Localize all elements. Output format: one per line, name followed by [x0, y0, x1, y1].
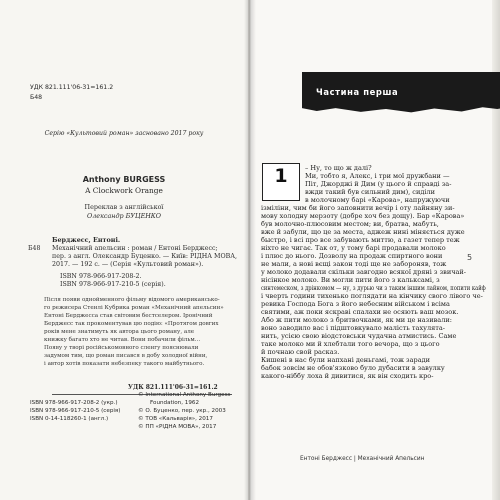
body-line: вжди такий був сильний дим), сиділи — [305, 188, 435, 196]
copyright-line: © International Anthony Burgess — [138, 392, 231, 398]
catalog-line: Механічний апельсин : роман / Ентоні Берджесс; — [52, 245, 218, 252]
catalog-line: 2017. — 192 с. — (Серія «Культовий роман»). — [52, 261, 204, 268]
copyright-line: Foundation, 1962 — [150, 400, 200, 406]
copyright-line: © О. Буценко, пер. укр., 2003 — [138, 408, 226, 414]
isbn-line: ISBN 978-966-917-208-2 (укр.) — [30, 400, 118, 406]
annotation-line: і автор хотів показати небезпеку такого майбутнього. — [44, 361, 205, 367]
part-title: Частина перша — [316, 87, 399, 97]
body-line: нить, усією свою віодстовськи чудачна атмистись. Саме — [261, 332, 457, 340]
body-line: – Ну, то що ж далі? — [305, 164, 372, 172]
body-line: і плюс до нього. Дозволу на продаж спиртного вони — [261, 252, 443, 260]
author-english: Anthony BURGESS — [82, 175, 166, 184]
body-line: Кишені в нас були напхані деньгамі, тож заради — [261, 356, 431, 364]
book-gutter — [244, 0, 256, 500]
body-line: в молочному барі «Карова», напружуючи — [305, 196, 450, 204]
body-line: синтемеском, з дрінкомом — ну, з дурью чи з таким іншим лайном, попити кайф — [261, 284, 486, 292]
body-line: ревика Господа Бога з його небесним військом і всіма — [261, 300, 450, 308]
body-line: Або ж пити молоко з бритвочками, як ми це називали: — [261, 316, 452, 324]
catalog-line: пер. з англ. Олександр Буценко. — Київ: РІДНА МОВА, — [52, 253, 238, 260]
left-page-imprint — [0, 0, 248, 500]
title-english: A Clockwork Orange — [85, 186, 163, 195]
annotation-line: задумом тим, що роман писався в добу холодної війни, — [44, 353, 208, 359]
body-line: мову холодну мерзоту (добре хоч без дощу). Бар «Карова» — [261, 212, 465, 220]
annotation-line: го режисера Стенлі Кубрика роман «Механічний апельсин» — [44, 305, 224, 311]
annotation-line: книжку багато хто не читав. Вони побачили фільм... — [44, 337, 201, 343]
body-line: вже й забули, що це за места, аджеж нині міняється дуже — [261, 228, 465, 236]
body-line: бабок зовсім не обов'язково було дубасити в завулку — [261, 364, 445, 372]
body-line: не мали, а нові вєщі закон тоді ще не забороняв, тож — [261, 260, 447, 268]
body-line: й почнаю свой расказ. — [261, 348, 340, 356]
udk-code: УДК 821.111'06-31=161.2 — [30, 84, 114, 91]
body-line: був молочно-плюсовим местом; ви, братва, мабуть, — [261, 220, 439, 228]
annotation-line: Появу у творі російськомовного сленгу пояснювали — [44, 345, 199, 351]
catalog-isbn: ISBN 978-966-917-208-2. — [60, 273, 142, 280]
body-line: і чверть години тихенько поглядати на кінчику свого лівого че- — [261, 292, 483, 300]
annotation-line: Берджесс так прокоментував цю подію: «Протягом довгих — [44, 321, 219, 327]
catalog-code: Б48 — [28, 245, 41, 252]
catalog-author: Берджесс, Ентоні. — [52, 236, 121, 244]
bbk-code: Б48 — [30, 94, 43, 101]
body-line: святими, аж поки яскраві спалахи не осяють ваш мозок. — [261, 308, 459, 316]
chapter-number: 1 — [274, 165, 288, 187]
body-line: ізміліни, чим би його заповнити вечір і оту лайняну зи- — [261, 204, 455, 212]
body-line: Піт, Джорджі й Дим (у цього й справді за- — [305, 180, 452, 188]
body-line: ніхто не чигає. Так от, у тому барі продавали молоко — [261, 244, 446, 252]
body-line: нісінкое молоко. Ви могли пити його з кальксамі, з — [261, 276, 440, 284]
series-note: Серію «Культовий роман» засновано 2017 року — [44, 130, 204, 137]
body-line: таке молоко ми й хлебтали того вечора, що з цього — [261, 340, 440, 348]
body-line: какого-ніббу лоха й дивитися, як він сходить кро- — [261, 372, 434, 380]
page-number: 5 — [467, 253, 473, 262]
annotation-line: Після появи однойменного фільму відомого американсько- — [44, 297, 220, 303]
copyright-line: © ПП «РІДНА МОВА», 2017 — [138, 424, 217, 430]
udk-repeat: УДК 821.111'06-31=161.2 — [128, 384, 218, 391]
annotation-line: років мене знатимуть як автора цього роману, але — [44, 329, 195, 335]
body-line: воно заводило вас і підштовкувало малість тахулята- — [261, 324, 446, 332]
body-line: у молоко додавали скільки завгодно всякої дряні з звичай- — [261, 268, 467, 276]
catalog-isbn: ISBN 978-966-917-210-5 (серія). — [60, 281, 166, 288]
isbn-line: ISBN 978-966-917-210-5 (серія) — [30, 408, 121, 414]
body-line: быстро, і всі про все забувають миттю, а газет тепер теж — [261, 236, 460, 244]
annotation-line: Ентоні Берджесса став світовим бестселером. Іронічний — [44, 313, 213, 319]
isbn-line: ISBN 0-14-118260-1 (англ.) — [30, 416, 109, 422]
translation-note: Переклав з англійської — [84, 203, 164, 211]
copyright-line: © ТОВ «Кальварія», 2017 — [138, 416, 213, 422]
translator-name: Олександр БУЦЕНКО — [87, 212, 161, 220]
running-footer: Ентоні Берджесс | Механічний Апельсин — [300, 456, 425, 462]
body-line: Ми, тобто я, Алекс, і три мої дружбани — — [305, 172, 450, 180]
